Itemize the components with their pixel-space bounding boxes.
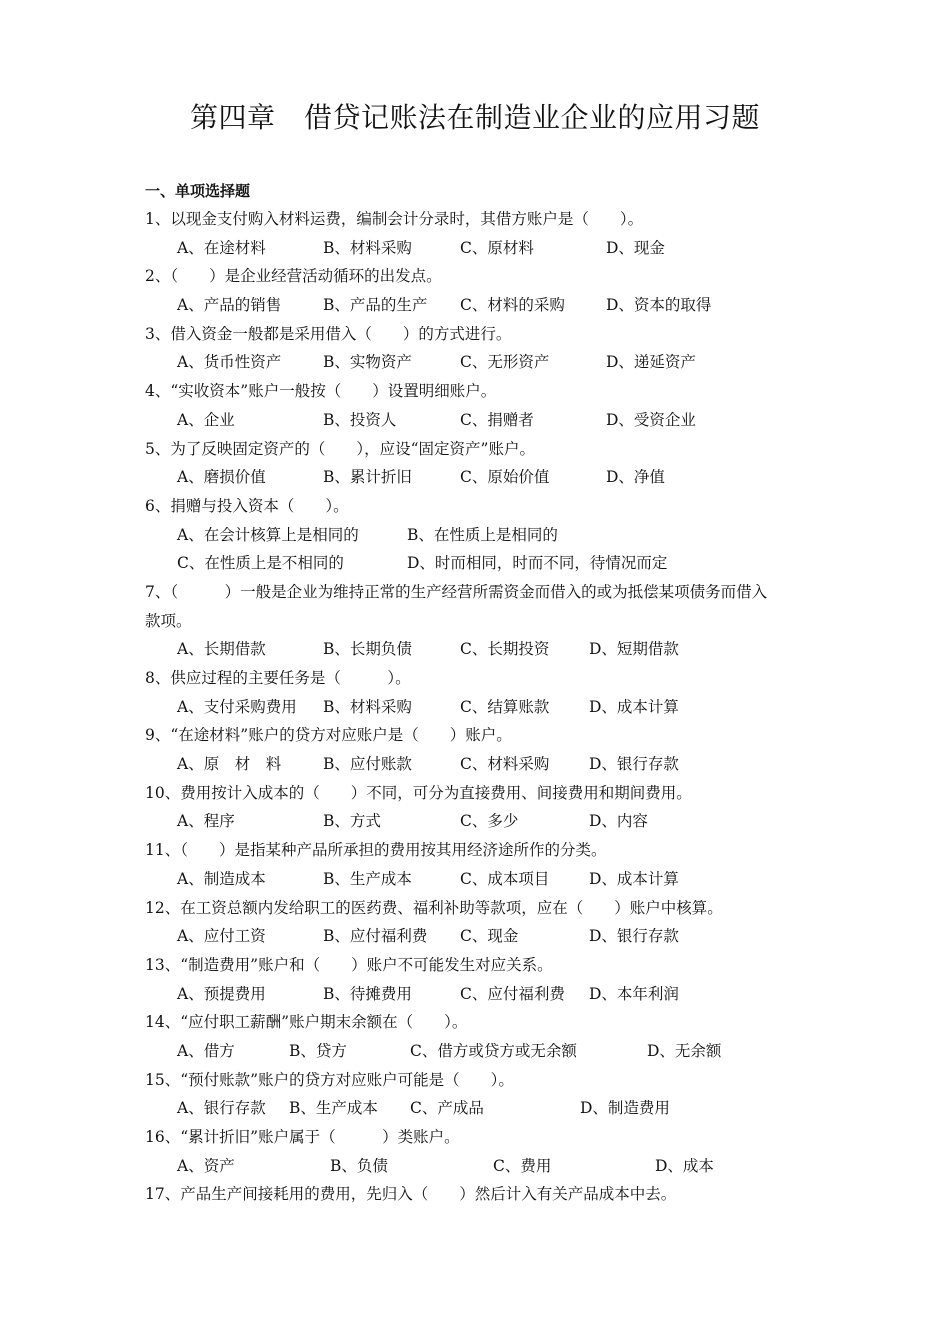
option-d: D、银行存款 [589, 927, 679, 946]
option-b: B、材料采购 [323, 238, 412, 257]
option-d: D、时而相同，时而不同，待情况而定 [407, 554, 668, 573]
option-a: A、资产 [177, 1156, 235, 1175]
question-6-options-row2 [0, 549, 950, 578]
question-text: 6、捐赠与投入资本（ ）。 [145, 496, 349, 515]
question-5 [0, 435, 950, 464]
option-b: B、生产成本 [323, 869, 412, 888]
question-text: 10、费用按计入成本的（ ）不同，可分为直接费用、间接费用和期间费用。 [145, 783, 692, 802]
option-b: B、负债 [330, 1156, 388, 1175]
question-14 [0, 1008, 950, 1037]
option-d: D、内容 [589, 812, 648, 831]
question-text: 16、“累计折旧”账户属于（ ）类账户。 [145, 1128, 460, 1146]
option-a: A、原 材 料 [177, 755, 282, 774]
option-c: C、无形资产 [460, 353, 550, 372]
option-c: C、捐赠者 [460, 410, 534, 429]
question-8 [0, 664, 950, 693]
question-text: 5、为了反映固定资产的（ ），应设“固定资产”账户。 [145, 439, 535, 458]
question-5-options [0, 463, 950, 492]
option-d: D、短期借款 [589, 640, 679, 659]
option-b: B、长期负债 [323, 640, 412, 659]
question-10 [0, 779, 950, 808]
question-6-options-row1 [0, 521, 950, 550]
question-9-options [0, 750, 950, 779]
question-7 [0, 578, 950, 607]
question-15-options [0, 1094, 950, 1123]
question-16-options [0, 1152, 950, 1181]
question-text: 13、“制造费用”账户和（ ）账户不可能发生对应关系。 [145, 955, 553, 974]
question-8-options [0, 693, 950, 722]
question-text: 7、（ ）一般是企业为维持正常的生产经营所需资金而借入的或为抵偿某项债务而借入 [145, 582, 768, 601]
question-17 [0, 1180, 950, 1209]
option-c: C、成本项目 [460, 869, 550, 888]
option-c: C、结算账款 [460, 697, 550, 716]
question-10-options [0, 807, 950, 836]
option-a: A、借方 [177, 1041, 235, 1060]
option-c: C、费用 [493, 1156, 552, 1175]
question-12-options [0, 922, 950, 951]
question-14-options [0, 1037, 950, 1066]
option-a: A、应付工资 [177, 927, 266, 946]
option-c: C、借方或贷方或无余额 [410, 1041, 577, 1060]
option-d: D、递延资产 [606, 353, 696, 372]
question-4 [0, 377, 950, 406]
option-c: C、原材料 [460, 238, 534, 257]
question-text: 1、以现金支付购入材料运费，编制会计分录时，其借方账户是（ ）。 [145, 210, 644, 228]
question-2-options [0, 291, 950, 320]
question-text: 11、（ ）是指某种产品所承担的费用按其用经济途所作的分类。 [145, 841, 607, 860]
option-c: C、材料的采购 [460, 296, 565, 315]
question-text: 15、“预付账款”账户的贷方对应账户可能是（ ）。 [145, 1070, 514, 1089]
option-d: D、本年利润 [589, 984, 679, 1003]
question-9 [0, 721, 950, 750]
option-d: D、资本的取得 [606, 296, 712, 315]
option-a: A、银行存款 [177, 1099, 266, 1118]
option-b: B、方式 [323, 812, 381, 831]
option-a: A、在会计核算上是相同的 [177, 525, 359, 544]
option-b: B、生产成本 [289, 1099, 378, 1118]
option-a: A、预提费用 [177, 984, 266, 1003]
question-7-continued [0, 607, 950, 636]
question-text: 8、供应过程的主要任务是（ ）。 [145, 669, 411, 687]
question-7-options [0, 635, 950, 664]
option-a: A、货币性资产 [177, 353, 282, 372]
option-a: A、程序 [177, 812, 235, 831]
option-b: B、实物资产 [323, 353, 412, 372]
option-d: D、现金 [606, 238, 665, 257]
option-c: C、多少 [460, 812, 519, 831]
option-a: A、长期借款 [177, 640, 266, 659]
option-b: B、投资人 [323, 410, 397, 429]
option-d: D、成本 [655, 1156, 714, 1175]
question-text: 17、产品生产间接耗用的费用，先归入（ ）然后计入有关产品成本中去。 [145, 1185, 677, 1204]
question-11-options [0, 865, 950, 894]
option-b: B、应付账款 [323, 755, 412, 774]
option-c: C、原始价值 [460, 468, 550, 487]
option-d: D、受资企业 [606, 410, 696, 429]
option-a: A、企业 [177, 410, 235, 429]
question-15 [0, 1066, 950, 1095]
question-1-options [0, 234, 950, 263]
question-13-options [0, 980, 950, 1009]
option-b: B、在性质上是相同的 [407, 525, 558, 544]
option-c: C、现金 [460, 927, 519, 946]
question-list [0, 205, 950, 1209]
option-d: D、无余额 [647, 1041, 722, 1060]
question-text: 12、在工资总额内发给职工的医药费、福利补助等款项，应在（ ）账户中核算。 [145, 898, 723, 917]
question-text-continued: 款项。 [145, 611, 192, 630]
option-b: B、贷方 [289, 1041, 347, 1060]
question-2 [0, 262, 950, 291]
option-a: A、制造成本 [177, 869, 266, 888]
option-b: B、材料采购 [323, 697, 412, 716]
question-16 [0, 1123, 950, 1152]
section-heading: 一、单项选择题 [145, 182, 251, 200]
option-a: A、在途材料 [177, 238, 266, 257]
question-text: 3、借入资金一般都是采用借入（ ）的方式进行。 [145, 324, 512, 343]
question-3 [0, 320, 950, 349]
option-d: D、成本计算 [589, 869, 679, 888]
question-6 [0, 492, 950, 521]
option-c: C、产成品 [410, 1099, 484, 1118]
option-b: B、累计折旧 [323, 468, 412, 487]
question-12 [0, 894, 950, 923]
option-c: C、在性质上是不相同的 [177, 554, 344, 573]
option-b: B、应付福利费 [323, 927, 428, 946]
option-d: D、成本计算 [589, 697, 679, 716]
option-a: A、支付采购费用 [177, 697, 297, 716]
question-text: 9、“在途材料”账户的贷方对应账户是（ ）账户。 [145, 726, 512, 745]
option-b: B、产品的生产 [323, 296, 428, 315]
option-a: A、磨损价值 [177, 468, 266, 487]
question-4-options [0, 406, 950, 435]
question-text: 4、“实收资本”账户一般按（ ）设置明细账户。 [145, 382, 497, 401]
option-b: B、待摊费用 [323, 984, 412, 1003]
option-a: A、产品的销售 [177, 296, 282, 315]
option-d: D、净值 [606, 468, 665, 487]
question-13 [0, 951, 950, 980]
option-c: C、材料采购 [460, 755, 550, 774]
question-3-options [0, 348, 950, 377]
option-d: D、制造费用 [580, 1099, 670, 1118]
question-text: 2、（ ）是企业经营活动循环的出发点。 [145, 267, 442, 286]
option-c: C、应付福利费 [460, 984, 565, 1003]
page-title: 第四章 借贷记账法在制造业企业的应用习题 [189, 101, 760, 134]
option-d: D、银行存款 [589, 755, 679, 774]
option-c: C、长期投资 [460, 640, 550, 659]
question-11 [0, 836, 950, 865]
question-text: 14、“应付职工薪酬”账户期末余额在（ ）。 [145, 1013, 468, 1032]
question-1 [0, 205, 950, 234]
